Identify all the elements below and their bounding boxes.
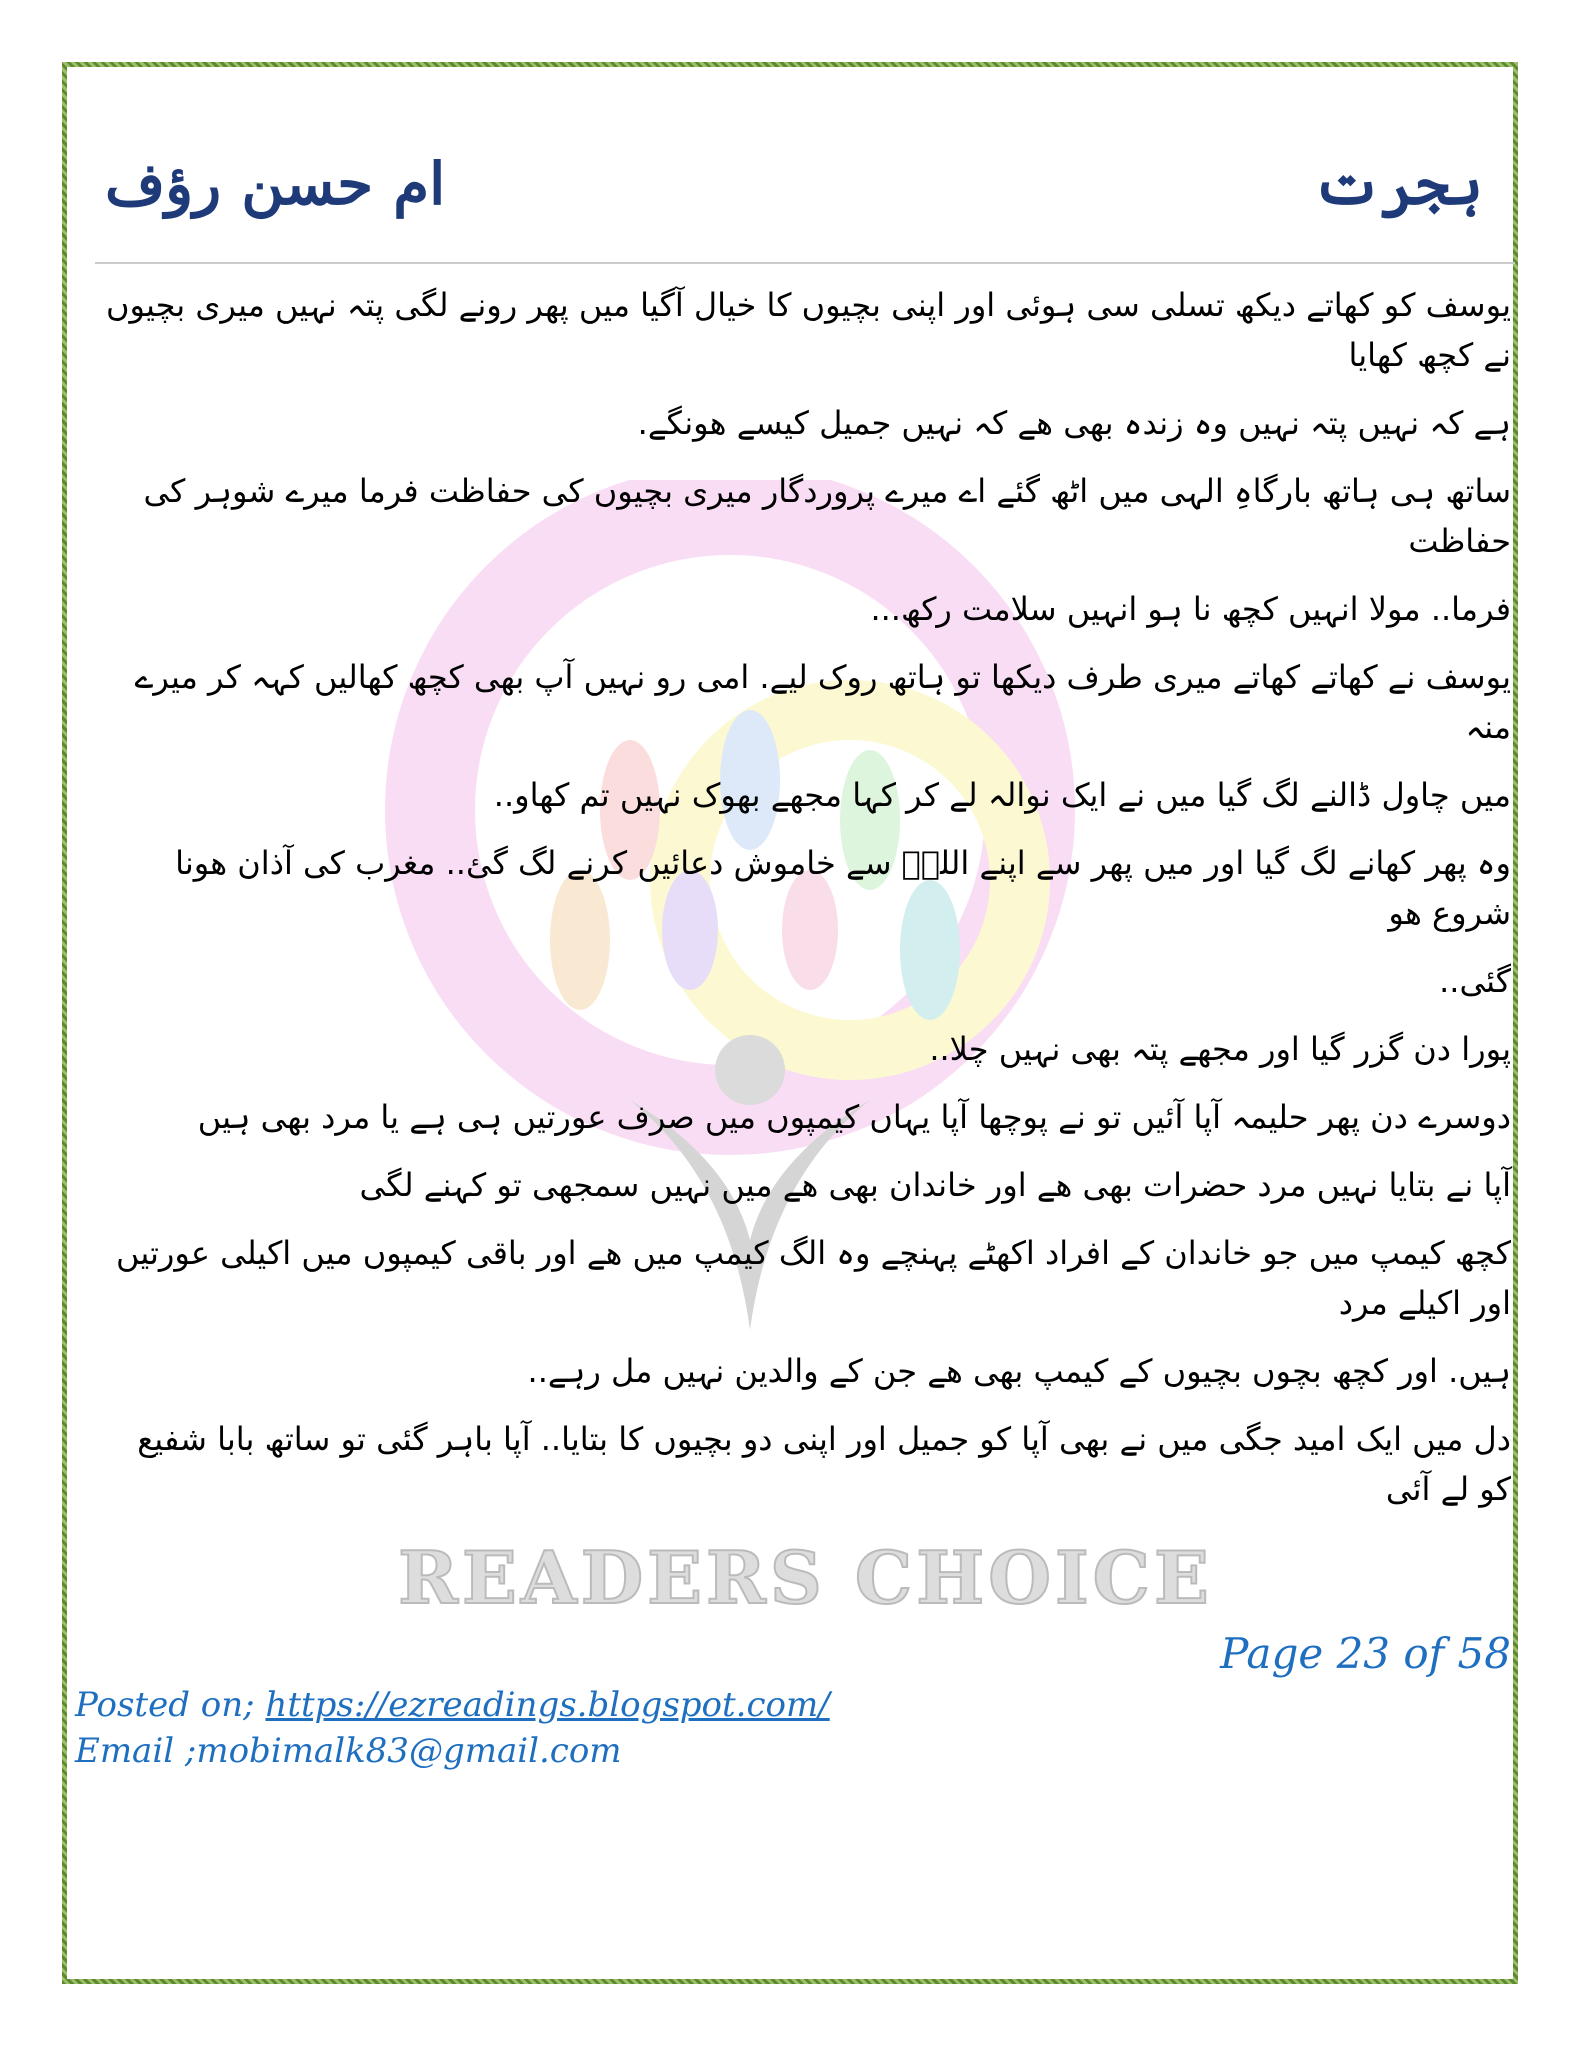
text-line: فرما.. مولا انہیں کچھ نا ہو انہیں سلامت رکھ... xyxy=(870,590,1511,628)
text-line: یوسف کو کھاتے دیکھ تسلی سی ہوئی اور اپنی بچیوں کا خیال آگیا میں پھر رونے لگی پتہ نہیں میری بچیوں نے کچھ کھایا xyxy=(105,286,1511,374)
email-text: Email ;mobimalk83@gmail.com xyxy=(75,1731,622,1771)
text-line: دوسرے دن پھر حلیمہ آپا آئیں تو نے پوچھا آپا یہاں کیمپوں میں صرف عورتیں ہی ہے یا مرد بھی ہیں xyxy=(197,1098,1511,1136)
page-content xyxy=(75,280,1511,1774)
text-line: ہیں. اور کچھ بچوں بچیوں کے کیمپ بھی ھے جن کے والدین نہیں مل رہے.. xyxy=(527,1352,1511,1390)
watermark-text: READERS CHOICE xyxy=(398,1535,1213,1620)
story-title: ہجرت xyxy=(1313,150,1483,218)
text-line: ہے کہ نہیں پتہ نہیں وہ زندہ بھی ھے کہ نہیں جمیل کیسے ھونگے. xyxy=(637,404,1511,442)
blog-link[interactable]: https://ezreadings.blogspot.com/ xyxy=(265,1685,830,1725)
text-line: ساتھ ہی ہاتھ بارگاہِ الہی میں اٹھ گئے اے میرے پروردگار میری بچیوں کی حفاظت فرما میرے شوہر کی حفاظت xyxy=(143,472,1511,560)
text-line: میں چاول ڈالنے لگ گیا میں نے ایک نوالہ لے کر کہا مجھے بھوک نہیں تم کھاو.. xyxy=(493,776,1511,814)
text-line: پورا دن گزر گیا اور مجھے پتہ بھی نہیں چلا.. xyxy=(929,1030,1511,1068)
divider xyxy=(95,262,1515,264)
text-line: وہ پھر کھانے لگ گیا اور میں پھر سے اپنے اللہؐ سے خاموش دعائیں کرنے لگ گئ.. مغرب کی آذان ھونا شروع ھو xyxy=(175,844,1511,932)
page-number: Page 23 of 58 xyxy=(1220,1629,1511,1678)
posted-label: Posted on; xyxy=(75,1685,255,1725)
text-line: گئی.. xyxy=(1439,962,1511,1000)
author-name: ام حسن رؤف xyxy=(105,150,446,218)
posted-on xyxy=(75,1682,830,1728)
text-line: کچھ کیمپ میں جو خاندان کے افراد اکھٹے پہنچے وہ الگ کیمپ میں ھے اور باقی کیمپوں میں اکیلی عورتیں اور اکیلے مرد xyxy=(115,1234,1511,1322)
text-line: دل میں ایک امید جگی میں نے بھی آپا کو جمیل اور اپنی دو بچیوں کا بتایا.. آپا باہر گئی تو ساتھ بابا شفیع کو لے آئی xyxy=(137,1420,1511,1508)
text-line: آپا نے بتایا نہیں مرد حضرات بھی ھے اور خاندان بھی ھے میں نہیں سمجھی تو کہنے لگی xyxy=(359,1166,1511,1204)
text-line: یوسف نے کھاتے کھاتے میری طرف دیکھا تو ہاتھ روک لیے. امی رو نہیں آپ بھی کچھ کھالیں کہہ کر میرے منہ xyxy=(134,658,1511,746)
